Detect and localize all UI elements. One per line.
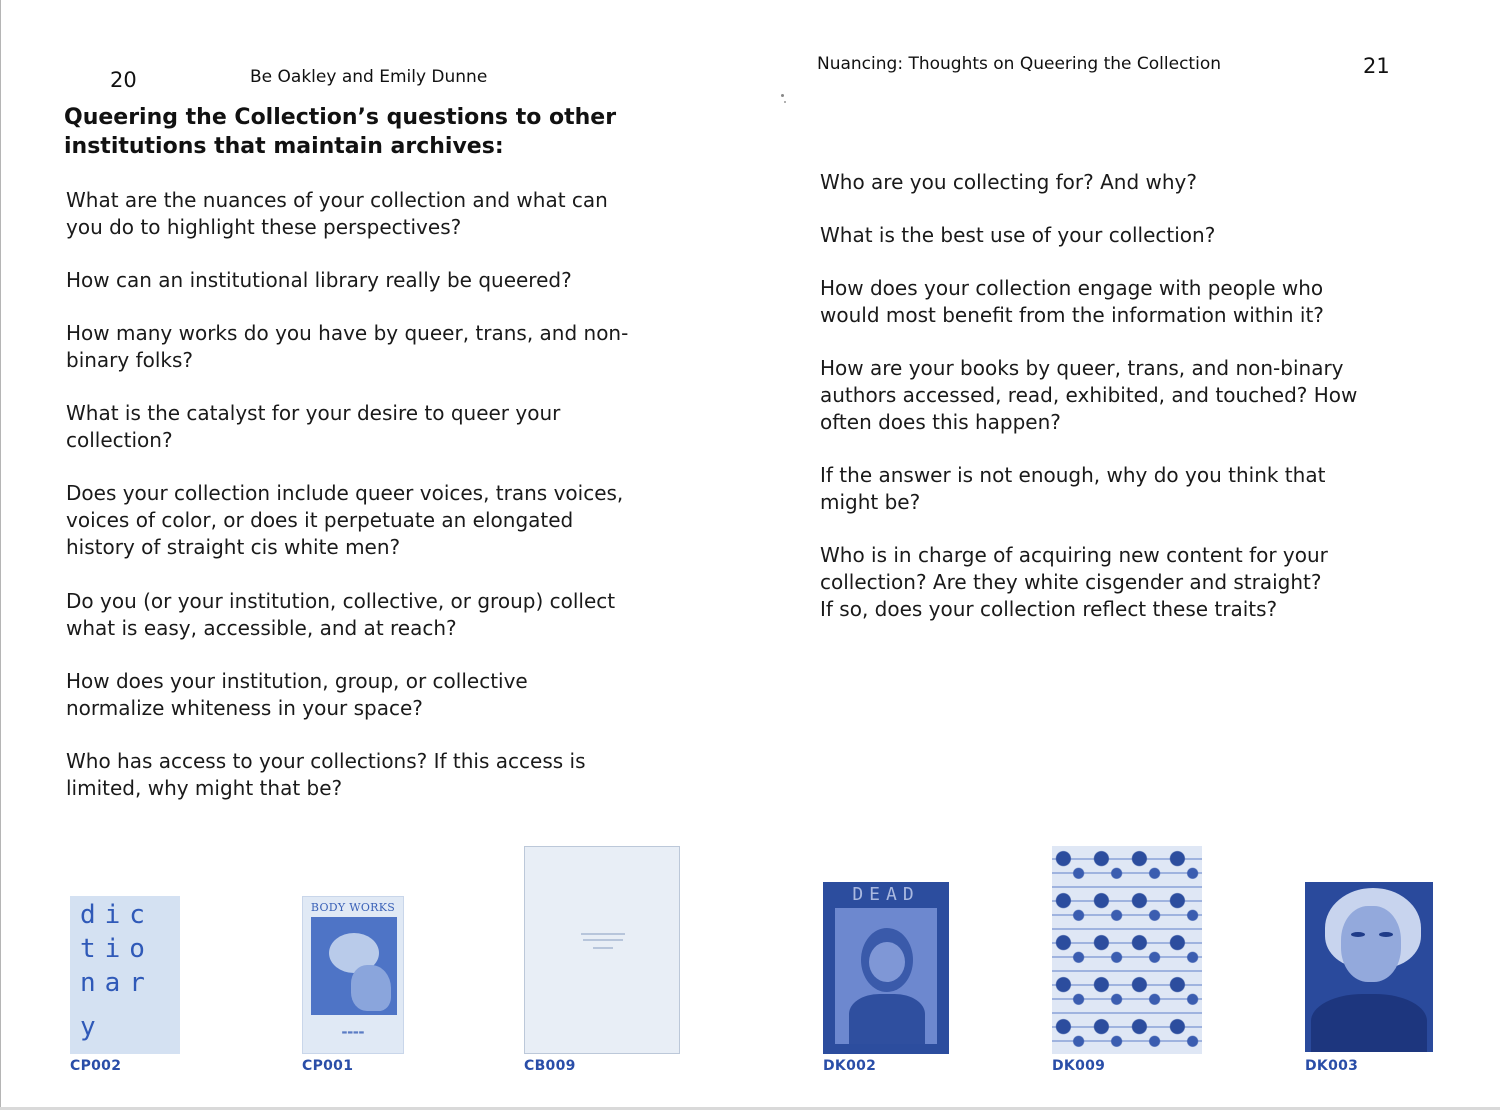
section-heading: Queering the Collection’s questions to other institutions that maintain archives: — [64, 105, 617, 159]
item-code: DK009 — [1052, 1058, 1106, 1074]
cover-title: DEAD — [852, 884, 920, 905]
cover-dk003-portrait — [1305, 882, 1433, 1052]
cover-text: nar — [80, 968, 154, 998]
scan-speck — [784, 101, 786, 103]
question: Who is in charge of acquiring new content for your collection? Are they white cisgender and straight? If so, does your collection reflect these traits? — [820, 543, 1328, 621]
question: What are the nuances of your collection and what can you do to highlight these perspectives? — [66, 188, 608, 239]
page-edge-left — [0, 0, 1, 1110]
cover-text: tio — [80, 934, 154, 964]
question: How many works do you have by queer, trans, and non- binary folks? — [66, 321, 629, 372]
item-code: DK002 — [823, 1058, 877, 1074]
question: Does your collection include queer voices, trans voices, voices of color, or does it perpetuate an elongated history of straight cis white men? — [66, 481, 624, 559]
cover-cb009 — [524, 846, 680, 1054]
question: How does your institution, group, or collective normalize whiteness in your space? — [66, 669, 528, 720]
cover-cp002-dictionary — [70, 896, 180, 1054]
question: How can an institutional library really be queered? — [66, 268, 572, 292]
left-page-number: 20 — [110, 68, 137, 92]
item-code: CP002 — [70, 1058, 122, 1074]
left-running-head: Be Oakley and Emily Dunne — [250, 67, 488, 87]
question: If the answer is not enough, why do you think that might be? — [820, 463, 1326, 514]
cover-image — [311, 917, 397, 1015]
cover-cp001-body-works — [302, 896, 404, 1054]
cover-text: y — [80, 1012, 105, 1042]
question: Who has access to your collections? If this access is limited, why might that be? — [66, 749, 586, 800]
scan-speck — [781, 94, 784, 97]
question: What is the best use of your collection? — [820, 223, 1216, 247]
question: How are your books by queer, trans, and non-binary authors accessed, read, exhibited, and touched? How often does this happen? — [820, 356, 1358, 434]
right-page-number: 21 — [1363, 54, 1390, 78]
cover-image — [835, 908, 937, 1044]
cover-dk009-pattern — [1052, 846, 1202, 1054]
item-code: DK003 — [1305, 1058, 1359, 1074]
question: Who are you collecting for? And why? — [820, 170, 1197, 194]
cover-text: dic — [80, 900, 154, 930]
question: What is the catalyst for your desire to queer your collection? — [66, 401, 561, 452]
item-code: CP001 — [302, 1058, 354, 1074]
question: Do you (or your institution, collective, or group) collect what is easy, accessible, and at reach? — [66, 589, 616, 640]
right-running-head: Nuancing: Thoughts on Queering the Collection — [817, 54, 1221, 74]
question: How does your collection engage with people who would most benefit from the information within it? — [820, 276, 1324, 327]
item-code: CB009 — [524, 1058, 576, 1074]
cover-title: BODY WORKS — [310, 901, 396, 914]
cover-footer-mark: ▬▬▬▬ — [341, 1029, 365, 1036]
cover-dk002-dead — [823, 882, 949, 1054]
